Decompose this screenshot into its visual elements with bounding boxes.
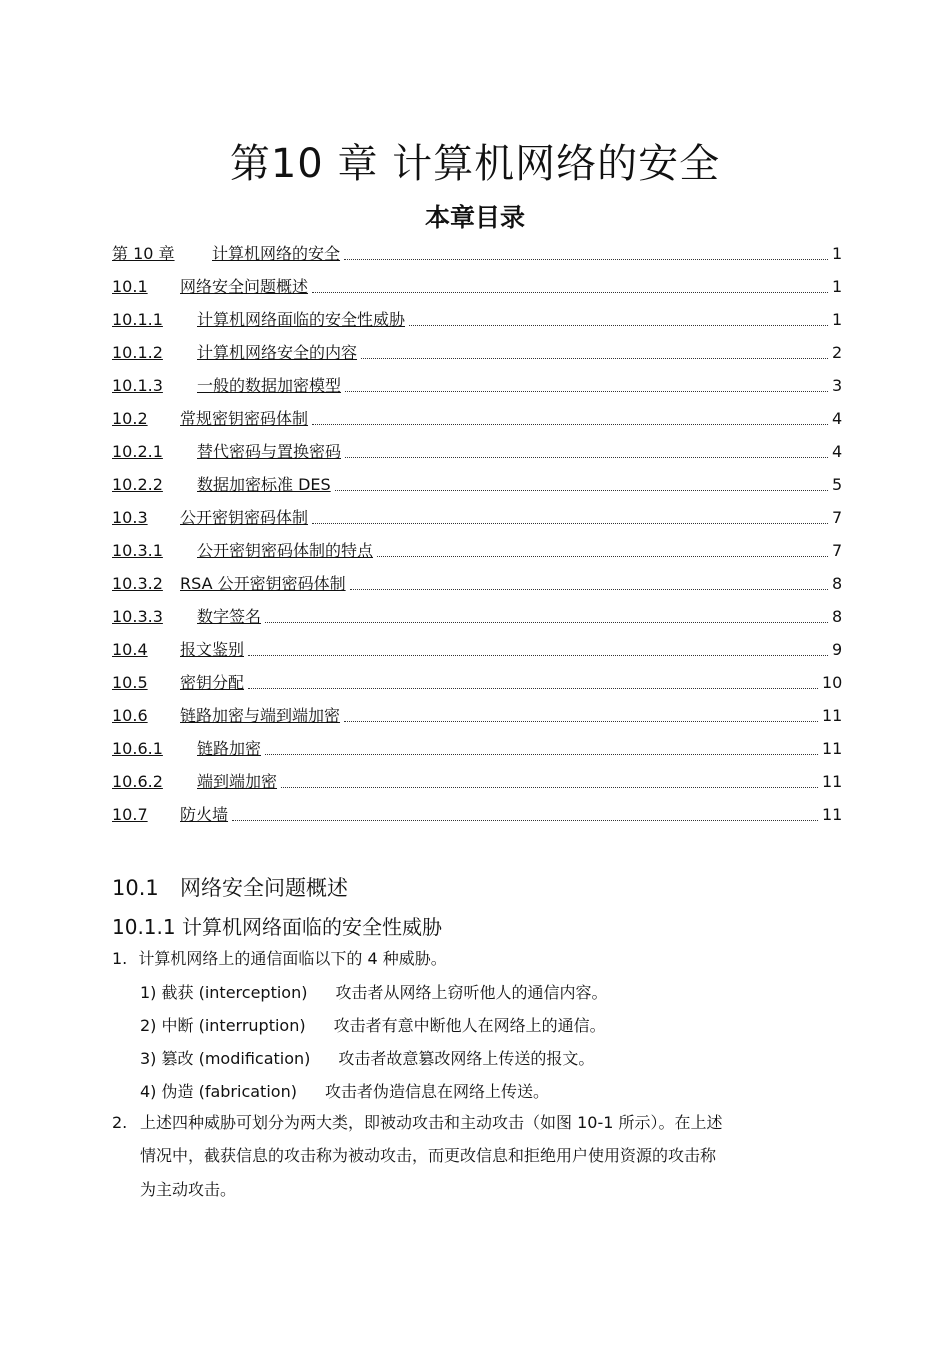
toc-dot-leader <box>265 738 818 755</box>
toc-dot-leader <box>335 474 828 491</box>
toc-dot-leader <box>409 309 828 326</box>
toc-entry-number: 10.5 <box>112 673 148 692</box>
toc-entry-page: 9 <box>832 640 843 659</box>
threat-item <box>140 1048 594 1070</box>
toc-entry-page: 1 <box>832 310 843 329</box>
toc-entry-number: 10.6 <box>112 706 148 725</box>
toc-entry-title: 报文鉴别 <box>180 640 245 659</box>
threat-description: 攻击者从网络上窃听他人的通信内容。 <box>335 983 608 1002</box>
toc-entry-title: 常规密钥密码体制 <box>180 409 309 428</box>
toc-entry-title: 数据加密标准 DES <box>197 475 331 494</box>
toc-dot-leader <box>350 573 828 590</box>
toc-entry-number: 10.7 <box>112 805 148 824</box>
toc-entry-page: 8 <box>832 607 843 626</box>
toc-entry-number: 10.3 <box>112 508 148 527</box>
threat-description: 攻击者故意篡改网络上传送的报文。 <box>338 1049 595 1068</box>
subsection-number: 10.1.1 <box>112 915 176 939</box>
list-text: 计算机网络上的通信面临以下的 4 种威胁。 <box>138 949 447 968</box>
list-item-2-marker: 2. <box>112 1113 128 1132</box>
toc-entry[interactable] <box>112 771 842 804</box>
list-item-1 <box>112 948 447 970</box>
toc-entry-page: 3 <box>832 376 843 395</box>
toc-entry[interactable] <box>112 441 842 474</box>
toc-entry-number: 10.1.2 <box>112 343 163 362</box>
toc-entry-title: 网络安全问题概述 <box>180 277 309 296</box>
toc-entry-title: 端到端加密 <box>197 772 278 791</box>
toc-entry-number: 10.2.1 <box>112 442 163 461</box>
toc-entry-title: 数字签名 <box>197 607 262 626</box>
threat-label: 2) 中断 (interruption) <box>140 1016 306 1035</box>
toc-entry-number: 10.3.3 <box>112 607 163 626</box>
toc-entry-title: 计算机网络的安全 <box>212 244 341 263</box>
toc-entry-title: 公开密钥密码体制的特点 <box>197 541 374 560</box>
section-number: 10.1 <box>112 876 159 900</box>
toc-entry[interactable] <box>112 375 842 408</box>
toc-entry-number: 10.1.3 <box>112 376 163 395</box>
page-title: 第10 章 计算机网络的安全 <box>229 141 721 187</box>
toc-entry[interactable] <box>112 573 842 606</box>
toc-entry-title: RSA 公开密钥密码体制 <box>180 574 346 593</box>
toc-entry[interactable] <box>112 804 842 837</box>
toc-entry[interactable] <box>112 408 842 441</box>
toc-entry-page: 11 <box>822 772 843 791</box>
toc-entry-page: 2 <box>832 343 843 362</box>
list-marker: 1. <box>112 949 128 968</box>
toc-entry[interactable] <box>112 243 842 276</box>
list-item-2-line1: 上述四种威胁可划分为两大类，即被动攻击和主动攻击（如图 10-1 所示）。在上述 <box>140 1113 723 1132</box>
toc-entry-title: 计算机网络安全的内容 <box>197 343 358 362</box>
toc-entry-title: 链路加密 <box>197 739 262 758</box>
toc-dot-leader <box>377 540 828 557</box>
section-heading <box>112 872 348 902</box>
toc-dot-leader <box>281 771 818 788</box>
table-of-contents <box>112 243 842 837</box>
toc-entry-page: 11 <box>822 739 843 758</box>
toc-dot-leader <box>248 672 818 689</box>
toc-entry[interactable] <box>112 276 842 309</box>
threat-item <box>140 1081 549 1103</box>
toc-dot-leader <box>361 342 828 359</box>
toc-entry-number: 10.2 <box>112 409 148 428</box>
toc-dot-leader <box>265 606 828 623</box>
toc-entry-number: 10.3.1 <box>112 541 163 560</box>
toc-entry-page: 8 <box>832 574 843 593</box>
toc-dot-leader <box>345 375 828 392</box>
toc-entry-title: 替代密码与置换密码 <box>197 442 342 461</box>
toc-dot-leader <box>312 276 828 293</box>
subsection-heading <box>112 911 442 940</box>
toc-entry-page: 11 <box>822 706 843 725</box>
toc-entry-title: 链路加密与端到端加密 <box>180 706 341 725</box>
toc-entry-title: 防火墙 <box>180 805 229 824</box>
toc-entry-title: 公开密钥密码体制 <box>180 508 309 527</box>
toc-entry-page: 7 <box>832 541 843 560</box>
subsection-title: 计算机网络面临的安全性威胁 <box>181 915 442 939</box>
toc-entry[interactable] <box>112 738 842 771</box>
toc-entry[interactable] <box>112 639 842 672</box>
toc-entry-page: 1 <box>832 244 843 263</box>
toc-entry-title: 一般的数据加密模型 <box>197 376 342 395</box>
toc-dot-leader <box>344 243 828 260</box>
toc-dot-leader <box>312 408 828 425</box>
list-item-2-line2: 情况中，截获信息的攻击称为被动攻击，而更改信息和拒绝用户使用资源的攻击称 <box>140 1146 717 1165</box>
toc-entry[interactable] <box>112 540 842 573</box>
toc-entry-page: 1 <box>832 277 843 296</box>
threat-label: 3) 篡改 (modification) <box>140 1049 311 1068</box>
threat-description: 攻击者有意中断他人在网络上的通信。 <box>333 1016 606 1035</box>
toc-heading: 本章目录 <box>424 203 525 232</box>
toc-entry-number: 第 10 章 <box>112 244 175 263</box>
toc-dot-leader <box>345 441 828 458</box>
threat-description: 攻击者伪造信息在网络上传送。 <box>324 1082 549 1101</box>
toc-entry-number: 10.6.2 <box>112 772 163 791</box>
toc-entry-page: 7 <box>832 508 843 527</box>
toc-entry-page: 5 <box>832 475 843 494</box>
toc-entry-number: 10.4 <box>112 640 148 659</box>
toc-entry-page: 10 <box>822 673 843 692</box>
toc-entry-page: 11 <box>822 805 843 824</box>
toc-entry-number: 10.6.1 <box>112 739 163 758</box>
toc-entry[interactable] <box>112 507 842 540</box>
list-item-2-line3: 为主动攻击。 <box>140 1180 237 1199</box>
toc-entry[interactable] <box>112 309 842 342</box>
threat-item <box>140 982 607 1004</box>
toc-dot-leader <box>344 705 818 722</box>
toc-entry-number: 10.1 <box>112 277 148 296</box>
toc-entry-title: 计算机网络面临的安全性威胁 <box>197 310 406 329</box>
toc-dot-leader <box>248 639 828 656</box>
threat-item <box>140 1015 606 1037</box>
toc-entry[interactable] <box>112 606 842 639</box>
threat-label: 1) 截获 (interception) <box>140 983 308 1002</box>
toc-entry-number: 10.1.1 <box>112 310 163 329</box>
section-title: 网络安全问题概述 <box>180 876 348 900</box>
toc-entry[interactable] <box>112 342 842 375</box>
toc-entry-page: 4 <box>832 442 843 461</box>
toc-entry-number: 10.2.2 <box>112 475 163 494</box>
toc-dot-leader <box>312 507 828 524</box>
toc-entry[interactable] <box>112 672 842 705</box>
toc-entry-title: 密钥分配 <box>180 673 245 692</box>
toc-entry[interactable] <box>112 474 842 507</box>
toc-entry-page: 4 <box>832 409 843 428</box>
toc-dot-leader <box>232 804 818 821</box>
threat-label: 4) 伪造 (fabrication) <box>140 1082 297 1101</box>
toc-entry[interactable] <box>112 705 842 738</box>
toc-entry-number: 10.3.2 <box>112 574 163 593</box>
